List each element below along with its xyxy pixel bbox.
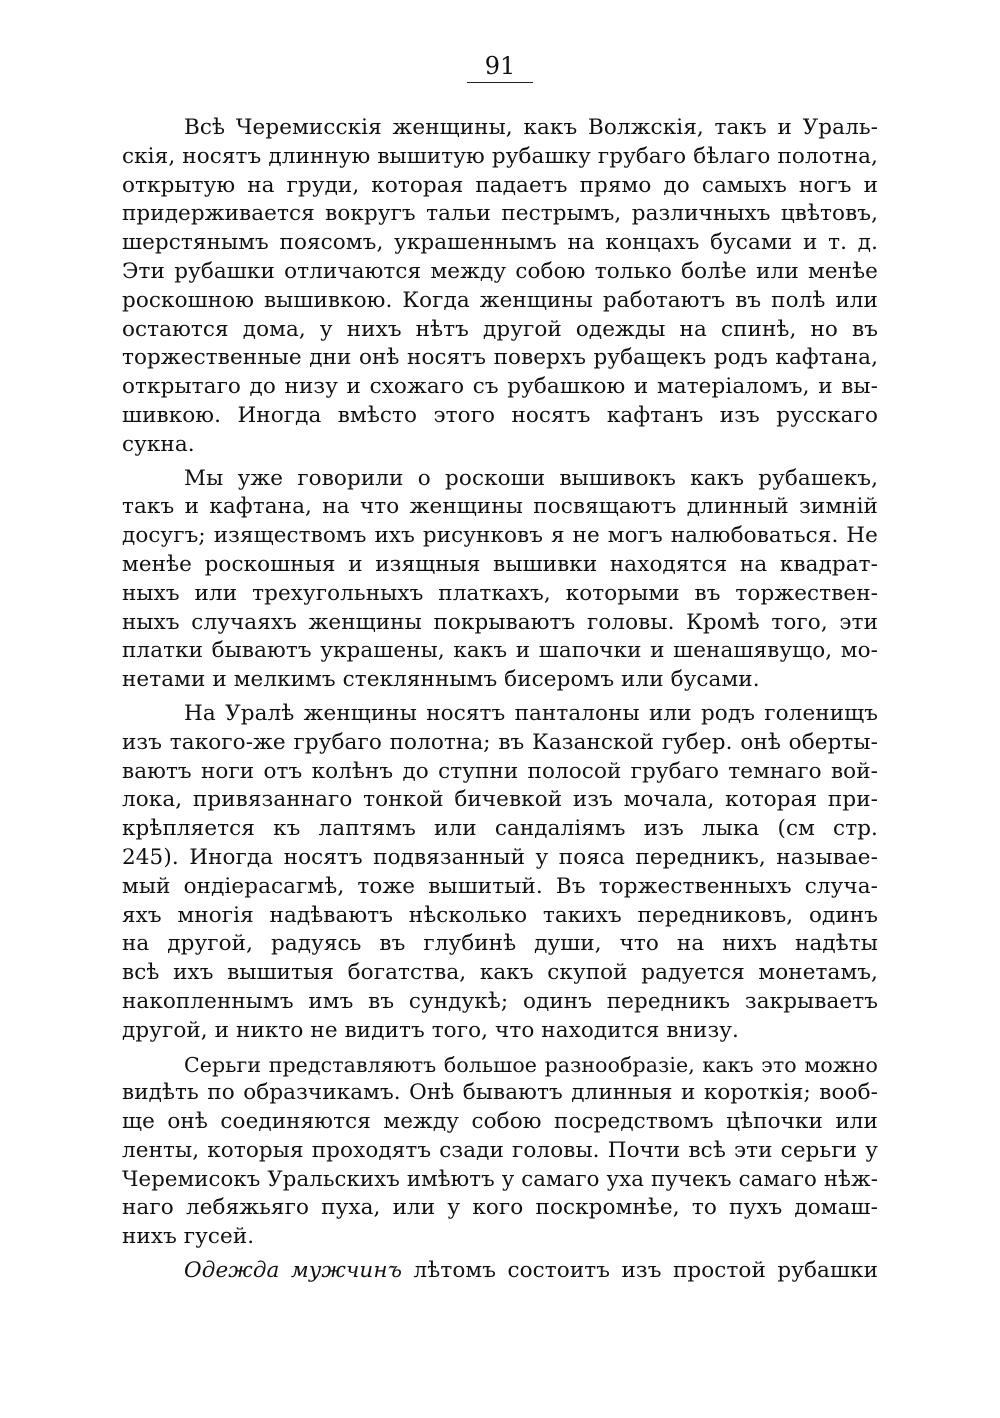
text-line: Мы уже говорили о роскоши вышивокъ какъ рубашекъ, [184,465,878,491]
paragraph-2 [122,465,878,695]
text-run: лѣтомъ состоитъ изъ простой рубашки [402,1258,878,1284]
text-line: наго лебяжьяго пуха, или у кого поскромнѣе, то пухъ домаш- [122,1195,878,1221]
text-line: скія, носятъ длинную вышитую рубашку грубаго бѣлаго полотна, [122,143,878,169]
text-line: нетами и мелкимъ стекляннымъ бисеромъ или бусами. [122,667,760,693]
text-line: платки бываютъ украшены, какъ и шапочки и шенашявущо, мо- [122,638,878,664]
italic-lead: Одежда мужчинъ [184,1258,403,1284]
text-line: открытаго до низу и схожаго съ рубашкою и матеріаломъ, и вы- [122,374,878,400]
text-line: такъ и кафтана, на что женщины посвящаютъ длинный зимній [122,494,878,520]
text-line: шерстянымъ поясомъ, украшеннымъ на концахъ бусами и т. д. [122,230,878,256]
text-line: Эти рубашки отличаются между собою только болѣе или менѣе [122,258,878,284]
text-line: всѣ ихъ вышитыя богатства, какъ скупой радуется монетамъ, [122,960,878,986]
text-line: накопленнымъ имъ въ сундукѣ; одинъ передникъ закрываетъ [122,988,878,1014]
text-line: ваютъ ноги отъ колѣнъ до ступни полосой грубаго темнаго вой- [122,758,878,784]
text-line: другой, и никто не видитъ того, что находится внизу. [122,1017,739,1043]
text-line: крѣпляется къ лаптямъ или сандаліямъ изъ лыка (см стр. [122,816,878,842]
text-line: ще онѣ соединяются между собою посредствомъ цѣпочки или [122,1109,878,1135]
paragraph-4 [122,1051,878,1253]
page-number: 91 [467,52,534,83]
text-line: торжественные дни онѣ носятъ поверхъ рубащекъ родъ кафтана, [122,345,878,371]
text-line: лока, привязаннаго тонкой бичевкой изъ мочала, которая при- [122,787,878,813]
text-line: На Уралѣ женщины носятъ панталоны или родъ голенищъ [184,700,878,726]
text-line [122,1257,878,1286]
text-line: шивкою. Иногда вмѣсто этого носятъ кафтанъ изъ русскаго [122,402,878,428]
text-line: яхъ многія надѣваютъ нѣсколько такихъ передниковъ, одинъ [122,902,878,928]
text-line: роскошною вышивкою. Когда женщины работаютъ въ полѣ или [122,287,878,313]
text-line: придерживается вокругъ тальи пестрымъ, различныхъ цвѣтовъ, [122,201,878,227]
text-line: ныхъ или трехугольныхъ платкахъ, которыми въ торжествен- [122,580,878,606]
text-line: остаются дома, у нихъ нѣтъ другой одежды на спинѣ, но въ [122,316,878,342]
text-line: ныхъ случаяхъ женщины покрываютъ головы. Кромѣ того, эти [122,609,878,635]
text-line: видѣть по образчикамъ. Онѣ бываютъ длинныя и короткія; вооб- [122,1080,878,1106]
paragraph-3 [122,700,878,1046]
text-line: Черемисокъ Уральскихъ имѣютъ у самаго уха пучекъ самаго нѣж- [122,1166,878,1192]
text-line: менѣе роскошныя и изящныя вышивки находятся на квадрат- [122,551,878,577]
text-line: ленты, которыя проходятъ сзади головы. Почти всѣ эти серьги у [122,1137,878,1163]
text-line: досугъ; изяществомъ ихъ рисунковъ я не могъ налюбоваться. Не [122,523,878,549]
paragraph-5 [122,1257,878,1286]
text-line: Всѣ Черемисскія женщины, какъ Волжскія, такъ и Ураль- [184,115,878,140]
text-line: открытую на груди, которая падаетъ прямо до самыхъ ногъ и [122,172,878,198]
text-line: 245). Иногда носятъ подвязанный у пояса передникъ, называе- [122,844,878,870]
body-text [122,114,878,1286]
page-header [0,52,1000,83]
text-line: Серьги представляютъ большое разнообразіе, какъ это можно [184,1052,878,1077]
text-line: изъ такого-же грубаго полотна; въ Казанской губер. онѣ оберты- [122,729,878,755]
text-line: мый ондіерасагмѣ, тоже вышитый. Въ торжественныхъ случа- [122,873,878,899]
paragraph-1 [122,114,878,460]
text-line: сукна. [122,431,195,457]
text-line: на другой, радуясь въ глубинѣ души, что на нихъ надѣты [122,931,878,957]
text-line: нихъ гусей. [122,1224,255,1250]
